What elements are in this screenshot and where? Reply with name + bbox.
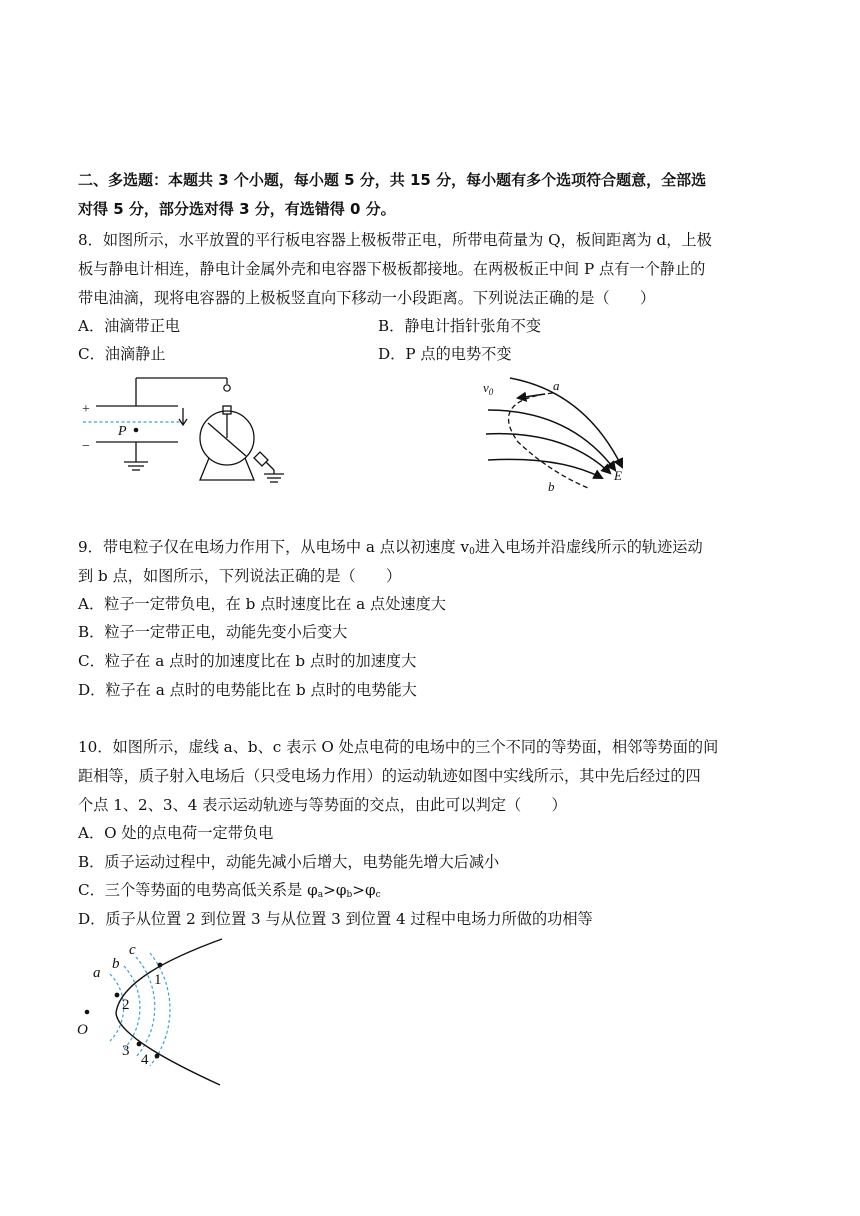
- capacitor-electrometer-figure: [78, 372, 298, 490]
- q9-stem-line2: 到 b 点，如图所示，下列说法正确的是（ ）: [78, 567, 402, 585]
- point-2-label: 2: [122, 997, 130, 1013]
- q8-option-a[interactable]: A．油滴带正电: [78, 317, 181, 335]
- q8-stem-line3: 带电油滴，现将电容器的上极板竖直向下移动一小段距离。下列说法正确的是（ ）: [78, 289, 656, 307]
- point-1-label: 1: [154, 972, 162, 988]
- q10-stem-line2: 距相等，质子射入电场后（只受电场力作用）的运动轨迹如图中实线所示，其中先后经过的四: [78, 767, 701, 785]
- q8-option-d[interactable]: D．P 点的电势不变: [378, 345, 512, 363]
- q9-stem-line1: 9．带电粒子仅在电场力作用下，从电场中 a 点以初速度 $v_0$进入电场并沿虚线所示的轨迹运动: [78, 538, 703, 557]
- v0-label: $v_0$: [483, 380, 494, 397]
- q10-stem-line3: 个点 1、2、3、4 表示运动轨迹与等势面的交点，由此可以判定（ ）: [78, 796, 567, 814]
- point-b-label: b: [548, 479, 555, 494]
- q8-stem-line2: 板与静电计相连，静电计金属外壳和电容器下极板都接地。在两极板正中间 P 点有一个静止的: [78, 260, 706, 278]
- q9-option-b[interactable]: B．粒子一定带正电，动能先变小后变大: [78, 623, 348, 641]
- section-heading-line2: 对得 5 分，部分选对得 3 分，有选错得 0 分。: [78, 200, 396, 218]
- equipotential-figure: [72, 937, 232, 1087]
- q8-option-b[interactable]: B．静电计指针张角不变: [378, 317, 542, 335]
- field-lines-trajectory-figure: [470, 372, 640, 496]
- point-a-label: a: [553, 378, 560, 393]
- q10-option-b[interactable]: B．质子运动过程中，动能先减小后增大，电势能先增大后减小: [78, 853, 500, 871]
- q8-stem-line1: 8．如图所示，水平放置的平行板电容器上极板带正电，所带电荷量为 Q，板间距离为 d，上极: [78, 231, 712, 249]
- point-p-label: P: [118, 424, 127, 439]
- section-heading-line1: 二、多选题：本题共 3 个小题，每小题 5 分，共 15 分，每小题有多个选项符合题意，全部选: [78, 171, 707, 189]
- point-3-label: 3: [122, 1043, 130, 1059]
- surface-a-label: a: [93, 965, 101, 981]
- plus-sign: +: [82, 402, 90, 417]
- q8-option-c[interactable]: C．油滴静止: [78, 345, 166, 363]
- surface-b-label: b: [112, 956, 120, 972]
- field-e-label: E: [614, 468, 622, 483]
- charge-o-label: O: [77, 1022, 88, 1038]
- q9-option-a[interactable]: A．粒子一定带负电，在 b 点时速度比在 a 点处速度大: [78, 595, 446, 613]
- minus-sign: −: [82, 439, 90, 454]
- point-4-label: 4: [141, 1052, 149, 1068]
- q9-option-c[interactable]: C．粒子在 a 点时的加速度比在 b 点时的加速度大: [78, 652, 417, 670]
- surface-c-label: c: [129, 942, 136, 958]
- q9-option-d[interactable]: D．粒子在 a 点时的电势能比在 b 点时的电势能大: [78, 681, 417, 699]
- q10-option-c[interactable]: C．三个等势面的电势高低关系是 $\varphi_a>\varphi_b>\varphi_c$: [78, 881, 381, 900]
- q10-stem-line1: 10．如图所示，虚线 a、b、c 表示 O 处点电荷的电场中的三个不同的等势面，相邻等势面的间: [78, 738, 719, 756]
- q10-option-d[interactable]: D．质子从位置 2 到位置 3 与从位置 3 到位置 4 过程中电场力所做的功相等: [78, 910, 593, 928]
- q10-option-a[interactable]: A．O 处的点电荷一定带负电: [78, 824, 274, 842]
